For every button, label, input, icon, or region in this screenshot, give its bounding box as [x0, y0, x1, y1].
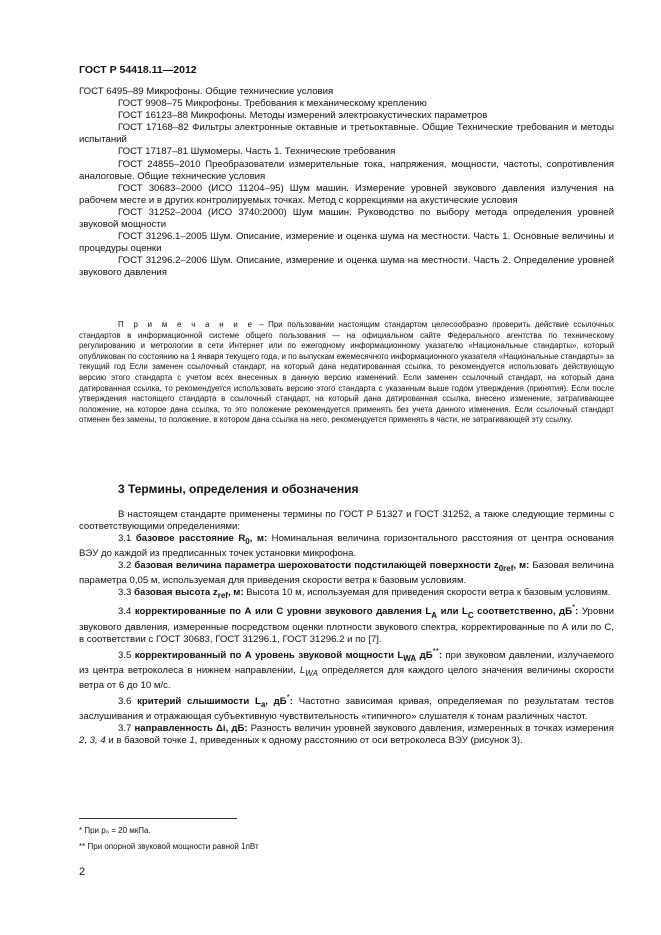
page-number: 2 [79, 866, 86, 878]
term-3-1: 3.1 базовое расстояние $R_0$, м: Номинальная величина горизонтального расстояния от центра основания ВЭУ до каждой из предписанных точек установки микрофона. [79, 533, 614, 560]
term-3-6: 3.6 критерий слышимости $L_a$, дБ*: Частотно зависимая кривая, определяемая по результатам тестов заслушивания и отражающая субъективную чувствительность «типичного» слушателя к тонам различных частот. [79, 693, 614, 723]
footnote-divider [79, 818, 237, 819]
ref-item: ГОСТ 17168–82 Фильтры электронные октавные и третьоктавные. Общие Технические требования и методы испытаний [79, 122, 614, 146]
ref-item: ГОСТ 24855–2010 Преобразователи измерительные тока, напряжения, мощности, частоты, сопротивления аналоговые. Общие технические условия [79, 158, 614, 182]
term-3-2: 3.2 базовая величина параметра шероховатости подстилающей поверхности $z_{0ref}$, м: Базовая величина параметра 0,05 м, используемая для приведения скорости ветра к базовым условиям. [79, 560, 614, 587]
ref-item: ГОСТ 17187–81 Шумомеры. Часть 1. Технические требования [118, 146, 396, 158]
ref-item: ГОСТ 30683–2000 (ИСО 11204–95) Шум машин. Измерение уровней звукового давления излучения на рабочем месте и в других контролируемых точках. Метод с коррекциями на акустические условия [79, 182, 614, 206]
term-3-3: 3.3 базовая высота $z_{ref}$, м: Высота 10 м, используемая для приведения скорости ветра к базовым условиям. [118, 587, 611, 601]
term-3-5: 3.5 корректированный по А уровень звуковой мощности $L_{WA}$ дБ**: при звуковом давлении, излучаемого из центра ветроколеса в нижнем направлении, $L_{WA}$ определяется для каждого целого значения величины скорости ветра от 6 до 10 м/с. [79, 646, 614, 691]
ref-item: ГОСТ 31296.1–2005 Шум. Описание, измерение и оценка шума на местности. Часть 1. Основные величины и процедуры оценки [79, 231, 614, 255]
ref-item: ГОСТ 16123–88 Микрофоны. Методы измерений электроакустических параметров [118, 110, 488, 122]
normative-references [79, 86, 614, 280]
note-label: П р и м е ч а н и е [118, 320, 255, 329]
ref-item: ГОСТ 31296.2–2006 Шум. Описание, измерение и оценка шума на местности. Часть 2. Определение уровней звукового давления [79, 255, 614, 279]
ref-item: ГОСТ 6495–89 Микрофоны. Общие технические условия [79, 86, 334, 97]
term-3-7: 3.7 направленность Δi, дБ: Разность величин уровней звукового давления, измеренных в точках измерения 2, 3, 4 и в базовой точке 1, приведенных к одному расстоянию от оси ветроколеса ВЭУ (рисунок 3). [79, 723, 614, 747]
page-header: ГОСТ Р 54418.11—2012 [79, 64, 197, 76]
intro-paragraph: В настоящем стандарте применены термины по ГОСТ Р 51327 и ГОСТ 31252, а также следующие термины с соответствующими определениями: [79, 509, 614, 533]
footnote: * При p₀ = 20 мкПа. [79, 826, 151, 835]
footnote: ** При опорной звуковой мощности равной 1пВт [79, 842, 259, 851]
note-text: – При пользовании настоящим стандартом целесообразно проверить действие ссылочных стандартов в информационной системе общего пользования — на официальном сайте Федерального агентства по техническому регулированию и метрологии в сети Интернет или по ежегодному информационному указателю «Национальные стандарты», который опубликован по состоянию на 1 января текущего года, и по выпускам ежемесячного информационного указателя «Национальные стандарты» за текущий год Если заменен ссылочный стандарт, на который дана недатированная ссылка, то рекомендуется использовать действующую версию этого стандарта с учетом всех внесенных в данную версию изменений. Если заменен ссылочный стандарт, на который дана датированная ссылка, то рекомендуется использовать версию этого стандарта с указанным выше годом утверждения (принятия). Если после утверждения настоящего стандарта в ссылочный стандарт, на который дана датированная ссылка, внесено изменение, затрагивающее положение, на которое дана ссылка, то это положение рекомендуется применять без учета данного изменения. Если ссылочный стандарт отменен без замены, то положение, в котором дана ссылка на него, рекомендуется применять в части, не затрагивающей эту ссылку. [79, 320, 614, 425]
ref-item: ГОСТ 9908–75 Микрофоны. Требования к механическому креплению [118, 98, 427, 110]
section-title: 3 Термины, определения и обозначения [118, 482, 359, 496]
term-3-4: 3.4 корректированные по А или С уровни звукового давления $L_A$ или $L_C$ соответственно, дБ*: Уровни звукового давления, измеренные посредством оценки плотности звукового спектра, корректированные по А или по С, в соответствии с ГОСТ 30683, ГОСТ 31296.1, ГОСТ 31296.2 и по [7]. [79, 603, 614, 645]
ref-item: ГОСТ 31252–2004 (ИСО 3740:2000) Шум машин. Руководство по выбору метода определения уровней звуковой мощности [79, 206, 614, 231]
terms-section [79, 509, 614, 748]
note-block [79, 320, 614, 426]
